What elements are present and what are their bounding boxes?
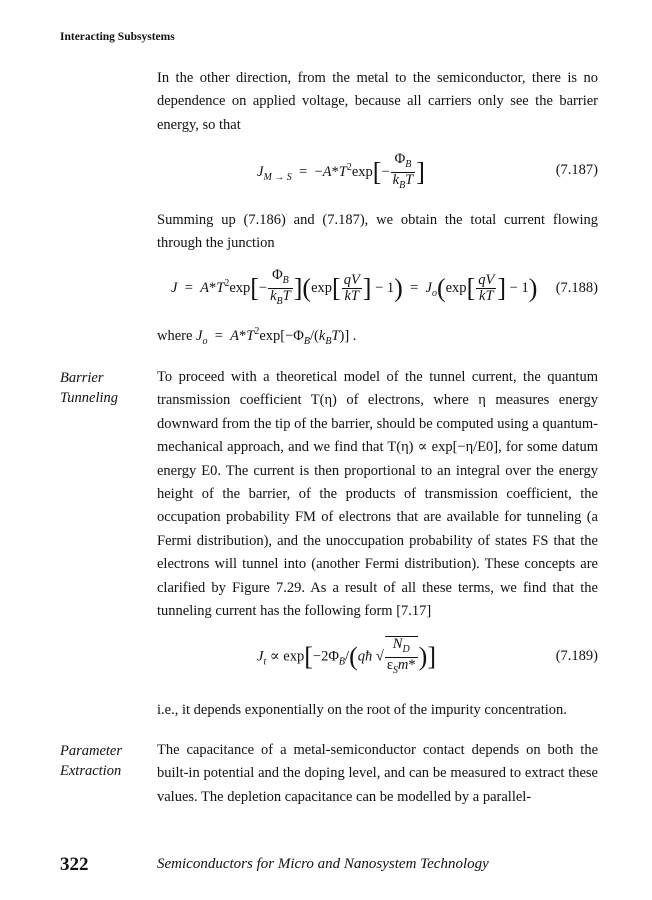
margin-note-line: Barrier xyxy=(60,370,104,386)
paragraph-exponential-root: i.e., it depends exponentially on the root of the impurity concentration. xyxy=(157,702,567,718)
page-number: 322 xyxy=(60,854,89,875)
equation-number: (7.189) xyxy=(555,648,598,664)
equation-number: (7.187) xyxy=(555,162,598,178)
equation-7-187: $J_{M \to S} = -A*T^2\exp[-$ $\frac{\Phi_B}{k_BT}$ ] (7.187) xyxy=(257,151,598,191)
running-head: Interacting Subsystems xyxy=(60,31,175,43)
paragraph-tunnel-current: To proceed with a theoretical model of the tunnel current, the quantum transmission coefficient T(η) of electrons, where η measures energy downward from the tip of the barrier, should be computed using a quantum-mechanical approach, and we find that T(η) ∝ exp[−η/E0], for some datum energy E0. The current is then proportional to an integral over the energy height of the barrier, of the products of transmission coefficient, the occupation probability FM of electrons that are available for tunneling (a Fermi distribution), and the unoccupation probability of states FS that the electrons will tunnel into (another Fermi distribution). These concepts are clarified by Figure 7.29. As a result of all these terms, we find that the tunneling current has the following form [7.17] xyxy=(157,369,598,620)
paragraph-metal-to-semiconductor: In the other direction, from the metal to the semiconductor, there is no dependence on applied voltage, because all carriers only see the barrier energy, so that xyxy=(157,70,598,133)
where-word: where xyxy=(157,328,193,344)
margin-note-line: Extraction xyxy=(60,763,122,779)
book-title: Semiconductors for Micro and Nanosystem Technology xyxy=(157,856,489,872)
paragraph-summing-up: Summing up (7.186) and (7.187), we obtain the total current flowing through the junction xyxy=(157,212,598,252)
where-jo-definition: where $J_o = A*T^2\exp[-\Phi_B/(k_BT)]$ . xyxy=(157,326,357,347)
equation-number: (7.188) xyxy=(555,280,598,296)
margin-note-barrier-tunneling xyxy=(60,368,150,408)
paragraph-capacitance: The capacitance of a metal-semiconductor contact depends on both the built-in potential and the doping level, and can be measured to extract these values. The depletion capacitance can be modelled by a parallel- xyxy=(157,742,598,805)
margin-note-parameter-extraction xyxy=(60,741,150,781)
equation-7-189: $J_t$ ∝ $\exp[-2\Phi_B/(qħ$ √ $\frac{N_D}{\varepsilon_Sm*}$ )] (7.189) xyxy=(257,636,598,676)
margin-note-line: Tunneling xyxy=(60,390,119,406)
equation-7-188: $J = A*T^2\exp[-$ $\frac{\Phi_B}{k_BT}$ ](exp[ $\frac{qV}{kT}$ ] − $1) = J_o(\exp$[ $\frac{qV}{kT}$ ] − 1) (7.188) xyxy=(171,267,598,307)
margin-note-line: Parameter xyxy=(60,743,123,759)
